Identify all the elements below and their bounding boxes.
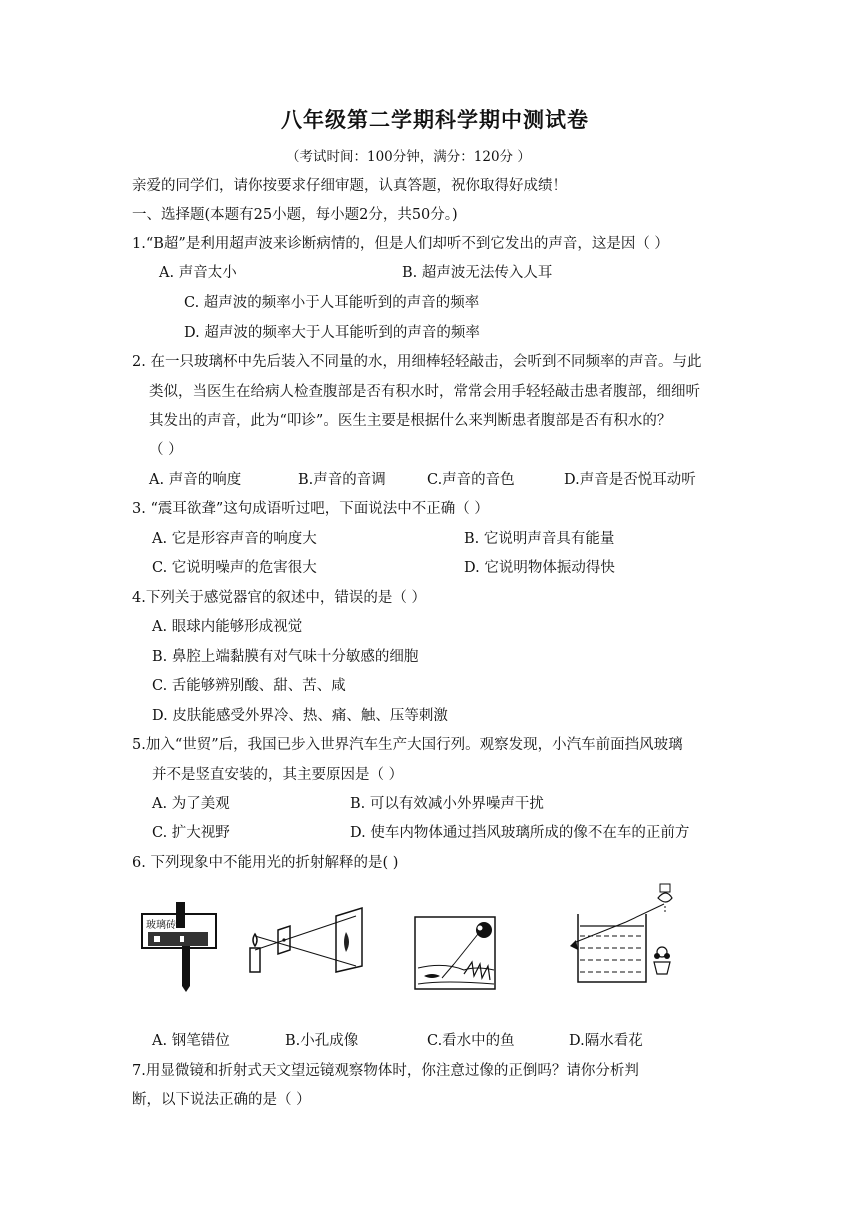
- q2-option-b: B.声音的音调: [298, 472, 386, 488]
- q1-option-a: A. 声音太小: [159, 265, 237, 281]
- q5-line-1: 5.加入“世贸”后，我国已步入世界汽车生产大国行列。观察发现，小汽车前面挡风玻璃: [132, 737, 683, 753]
- q1-stem: 1.“B超”是利用超声波来诊断病情的，但是人们却听不到它发出的声音，这是因（ ）: [132, 236, 669, 252]
- q5-option-c: C. 扩大视野: [152, 825, 230, 841]
- q2-option-d: D.声音是否悦耳动听: [564, 472, 696, 488]
- q1-option-b: B. 超声波无法传入人耳: [402, 265, 553, 281]
- q4-stem: 4.下列关于感觉器官的叙述中，错误的是（ ）: [132, 590, 426, 606]
- q7-line-1: 7.用显微镜和折射式天文望远镜观察物体时，你注意过像的正倒吗？请你分析判: [132, 1063, 639, 1079]
- q7-line-2: 断，以下说法正确的是（ ）: [132, 1092, 311, 1108]
- figure-flower-through-water: [566, 882, 686, 988]
- intro-text: 亲爱的同学们，请你按要求仔细审题，认真答题，祝你取得好成绩！: [132, 178, 567, 194]
- q4-option-b: B. 鼻腔上端黏膜有对气味十分敏感的细胞: [152, 649, 419, 665]
- q1-option-d: D. 超声波的频率大于人耳能听到的声音的频率: [184, 325, 480, 341]
- q4-option-d: D. 皮肤能感受外界冷、热、痛、触、压等刺激: [152, 708, 448, 724]
- q2-line-1: 2. 在一只玻璃杯中先后装入不同量的水，用细棒轻轻敲击，会听到不同频率的声音。与此: [132, 354, 702, 370]
- q3-stem: 3. “震耳欲聋”这句成语听过吧，下面说法中不正确（ ）: [132, 501, 489, 517]
- q3-option-c: C. 它说明噪声的危害很大: [152, 560, 317, 576]
- figure-1-label: 玻璃砖: [146, 920, 176, 931]
- q2-option-a: A. 声音的响度: [149, 472, 242, 488]
- page-title: 八年级第二学期科学期中测试卷: [281, 107, 589, 132]
- q6-option-a: A. 钢笔错位: [152, 1033, 230, 1049]
- q6-option-d: D.隔水看花: [569, 1033, 643, 1049]
- q4-option-c: C. 舌能够辨别酸、甜、苦、咸: [152, 678, 346, 694]
- section-heading: 一、选择题(本题有25小题，每小题2分，共50分。): [132, 207, 458, 223]
- q6-stem: 6. 下列现象中不能用光的折射解释的是( ): [132, 855, 399, 871]
- q5-option-d: D. 使车内物体通过挡风玻璃所成的像不在车的正前方: [350, 825, 690, 841]
- q3-option-a: A. 它是形容声音的响度大: [152, 531, 317, 547]
- figure-fish-in-water: [414, 914, 498, 992]
- q6-option-b: B.小孔成像: [285, 1033, 359, 1049]
- q3-option-b: B. 它说明声音具有能量: [464, 531, 615, 547]
- q1-option-c: C. 超声波的频率小于人耳能听到的声音的频率: [184, 295, 480, 311]
- exam-info: （考试时间：100分钟，满分：120分 ）: [286, 149, 531, 165]
- q3-option-d: D. 它说明物体振动得快: [464, 560, 615, 576]
- q2-option-c: C.声音的音色: [427, 472, 515, 488]
- q5-option-b: B. 可以有效减小外界噪声干扰: [350, 796, 544, 812]
- q6-option-c: C.看水中的鱼: [427, 1033, 515, 1049]
- q2-line-4: （ ）: [149, 442, 183, 458]
- q2-line-3: 其发出的声音，此为“叩诊”。医生主要是根据什么来判断患者腹部是否有积水的？: [149, 413, 672, 429]
- q4-option-a: A. 眼球内能够形成视觉: [152, 619, 303, 635]
- figure-pen-glass-block: [140, 900, 220, 992]
- figure-pinhole: [244, 906, 364, 974]
- q5-option-a: A. 为了美观: [152, 796, 230, 812]
- q5-line-2: 并不是竖直安装的，其主要原因是（ ）: [152, 767, 404, 783]
- q2-line-2: 类似，当医生在给病人检查腹部是否有积水时，常常会用手轻轻敲击患者腹部，细细听: [149, 384, 700, 400]
